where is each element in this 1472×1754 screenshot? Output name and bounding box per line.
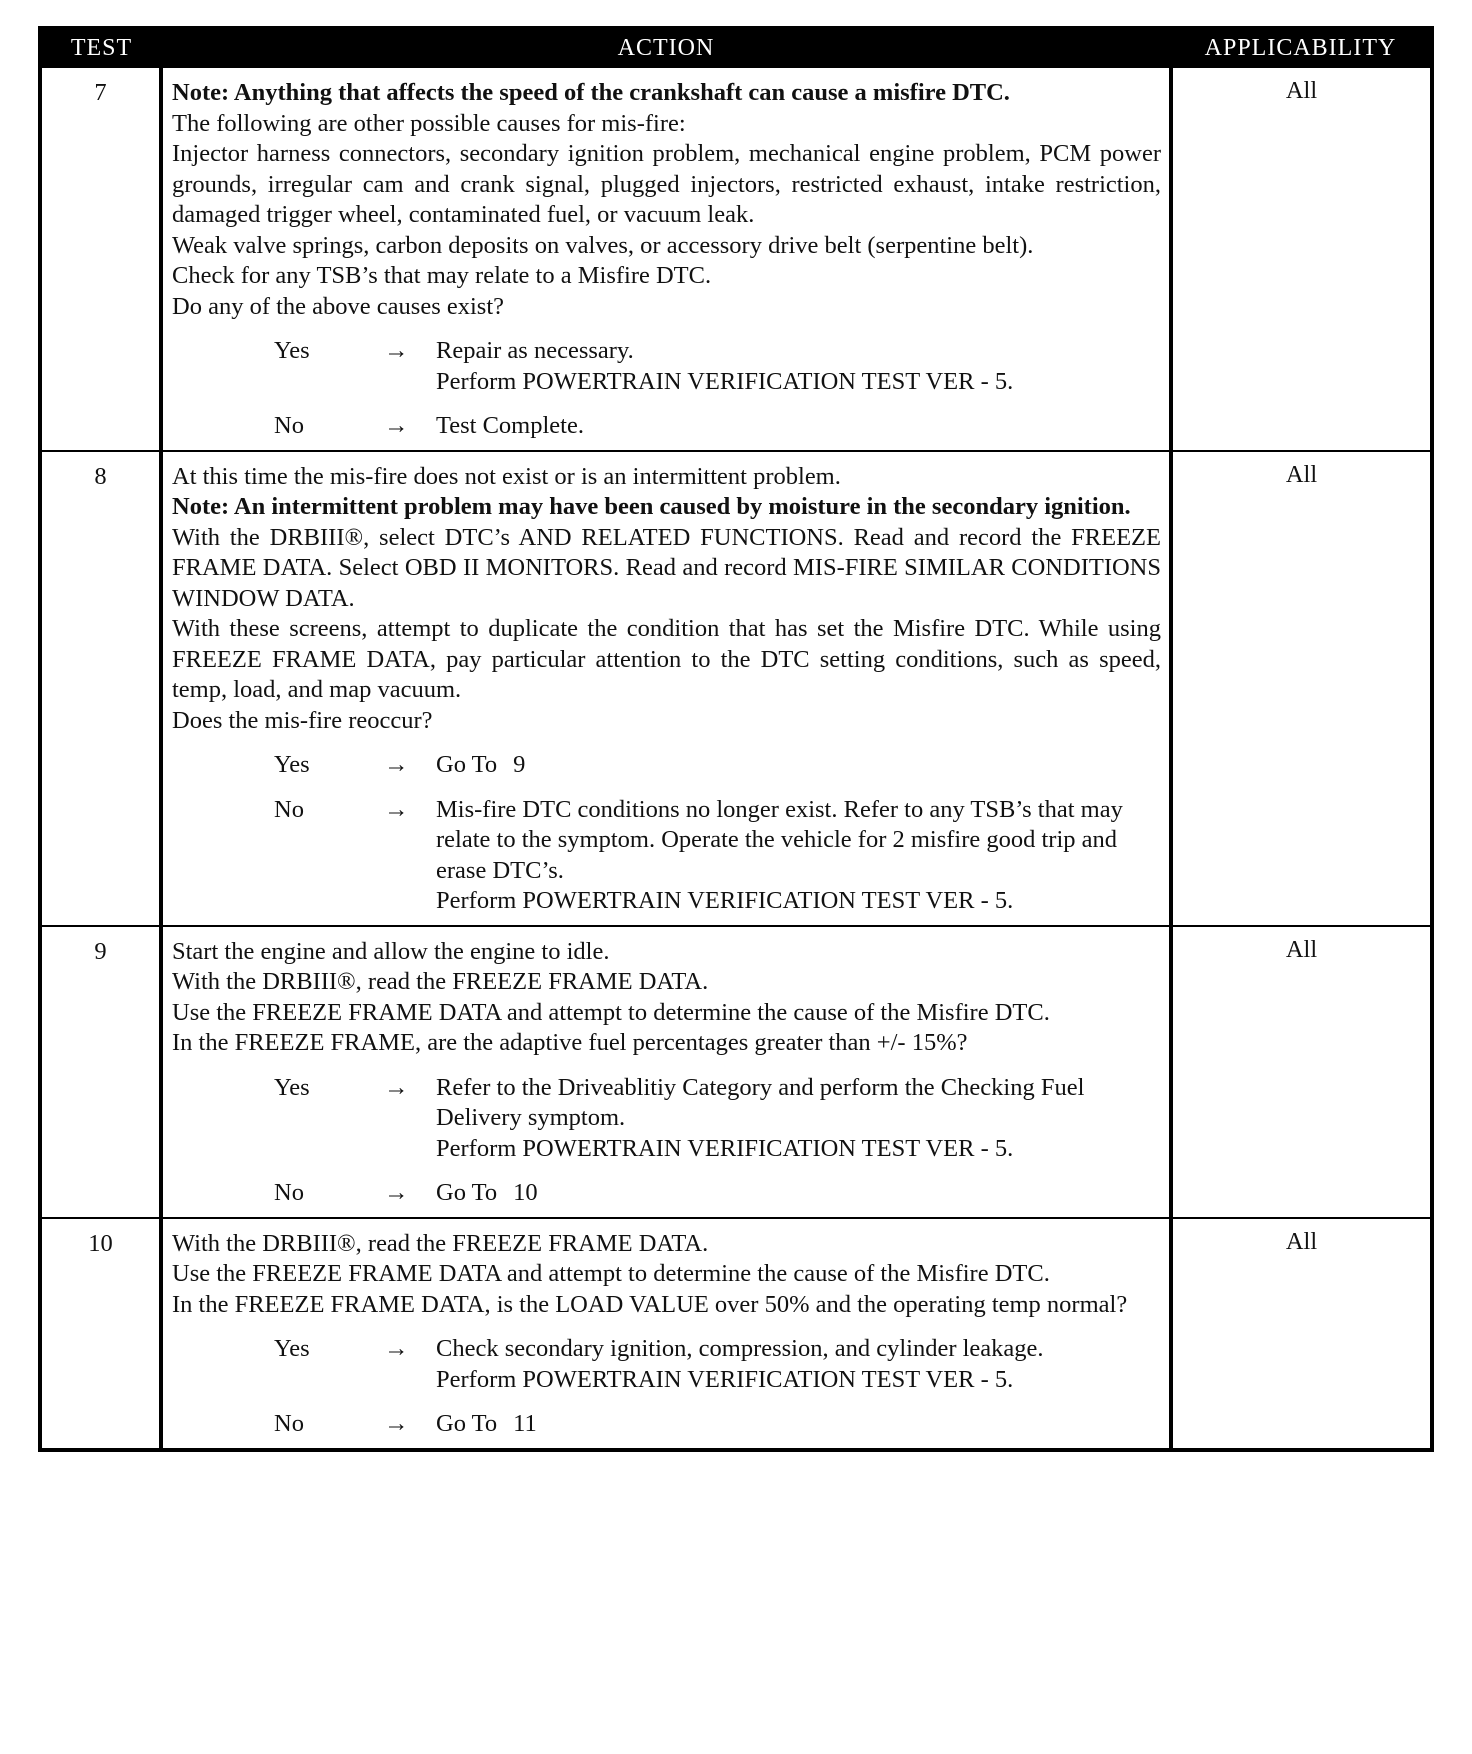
applicability-cell: All — [1171, 926, 1432, 1218]
action-line: Weak valve springs, carbon deposits on valves, or accessory drive belt (serpentine belt). — [172, 231, 1034, 259]
action-line: With the DRBIII®, read the FREEZE FRAME DATA. — [172, 1229, 709, 1257]
action-line: At this time the mis-fire does not exist or is an intermittent problem. — [172, 462, 841, 490]
column-header-action: ACTION — [161, 28, 1171, 67]
response-label: No — [274, 1179, 304, 1206]
action-instructions — [172, 1229, 1161, 1321]
action-note: Note: Anything that affects the speed of the crankshaft can cause a misfire DTC. — [172, 79, 1010, 106]
response-instructions — [436, 1073, 1161, 1165]
action-line: Start the engine and allow the engine to idle. — [172, 937, 610, 965]
response-line: Perform POWERTRAIN VERIFICATION TEST VER - 5. — [436, 1134, 1014, 1162]
right-arrow-icon: → — [384, 1179, 409, 1206]
response-instructions — [436, 336, 1161, 397]
right-arrow-icon: → — [384, 337, 409, 364]
response-line: Perform POWERTRAIN VERIFICATION TEST VER - 5. — [436, 887, 1014, 914]
action-cell — [161, 1218, 1171, 1450]
action-instructions — [172, 78, 1161, 322]
action-line: Use the FREEZE FRAME DATA and attempt to determine the cause of the Misfire DTC. — [172, 998, 1050, 1026]
action-line: With these screens, attempt to duplicate the condition that has set the Misfire DTC. While using FREEZE FRAME DATA, pay particular attention to the DTC setting conditions, such as speed, temp, load, and map vacuum. — [172, 615, 1161, 703]
action-line: With the DRBIII®, select DTC’s AND RELATED FUNCTIONS. Read and record the FREEZE FRAME DATA. Select OBD II MONITORS. Read and record MIS-FIRE SIMILAR CONDITIONS WINDOW DATA. — [172, 523, 1161, 612]
response-line: Mis-fire DTC conditions no longer exist. Refer to any TSB’s that may relate to the symptom. Operate the vehicle for 2 misfire good trip and erase DTC’s. — [436, 795, 1123, 884]
response-no — [172, 1178, 1161, 1209]
response-instructions — [436, 1334, 1161, 1395]
action-cell — [161, 926, 1171, 1218]
response-instructions — [436, 411, 1161, 442]
applicability-cell: All — [1171, 67, 1432, 451]
right-arrow-icon: → — [384, 1410, 409, 1437]
response-label: Yes — [274, 751, 310, 778]
response-no — [172, 1409, 1161, 1440]
response-instructions — [436, 750, 1161, 781]
response-line: Check secondary ignition, compression, and cylinder leakage. — [436, 1335, 1044, 1362]
response-label: Yes — [274, 1335, 310, 1362]
action-line: In the FREEZE FRAME DATA, is the LOAD VALUE over 50% and the operating temp normal? — [172, 1290, 1128, 1318]
table-row — [40, 451, 1432, 926]
response-instructions — [436, 795, 1161, 917]
diagnostic-table-sheet — [38, 26, 1430, 1452]
action-line: Use the FREEZE FRAME DATA and attempt to determine the cause of the Misfire DTC. — [172, 1260, 1050, 1287]
right-arrow-icon: → — [384, 1073, 409, 1101]
column-header-test: TEST — [40, 28, 161, 67]
response-yes — [172, 1334, 1161, 1395]
action-line: In the FREEZE FRAME, are the adaptive fuel percentages greater than +/- 15%? — [172, 1029, 968, 1056]
response-instructions — [436, 1409, 1161, 1440]
applicability-cell: All — [1171, 1218, 1432, 1450]
response-label: No — [274, 1410, 304, 1437]
right-arrow-icon: → — [384, 751, 409, 778]
response-label: No — [274, 795, 304, 823]
response-yes — [172, 336, 1161, 397]
column-header-applicability: APPLICABILITY — [1171, 28, 1432, 67]
action-cell — [161, 67, 1171, 451]
response-label: Yes — [274, 337, 310, 364]
response-line: Perform POWERTRAIN VERIFICATION TEST VER - 5. — [436, 367, 1014, 395]
table-header-row — [40, 28, 1432, 67]
goto-test-number: 9 — [513, 751, 526, 778]
test-number-cell: 7 — [40, 67, 161, 451]
goto-label: Go To — [436, 1179, 498, 1206]
response-label: No — [274, 412, 304, 439]
action-cell — [161, 451, 1171, 926]
action-line: Injector harness connectors, secondary ignition problem, mechanical engine problem, PCM power grounds, irregular cam and crank signal, plugged injectors, restricted exhaust, intake restriction, damaged trigger wheel, contaminated fuel, or vacuum leak. — [172, 140, 1161, 228]
test-number-cell: 8 — [40, 451, 161, 926]
action-instructions — [172, 462, 1161, 737]
action-line: Check for any TSB’s that may relate to a Misfire DTC. — [172, 262, 712, 289]
response-line: Perform POWERTRAIN VERIFICATION TEST VER - 5. — [436, 1365, 1014, 1393]
response-no — [172, 795, 1161, 917]
action-line: Do any of the above causes exist? — [172, 292, 504, 320]
response-label: Yes — [274, 1073, 310, 1101]
table-body — [40, 67, 1432, 1450]
diagnostic-test-table — [38, 26, 1434, 1452]
response-yes — [172, 1073, 1161, 1165]
test-number-cell: 9 — [40, 926, 161, 1218]
response-instructions — [436, 1178, 1161, 1209]
table-row — [40, 1218, 1432, 1450]
goto-test-number: 11 — [513, 1410, 537, 1437]
applicability-cell: All — [1171, 451, 1432, 926]
goto-label: Go To — [436, 1410, 498, 1437]
response-line: Repair as necessary. — [436, 337, 634, 364]
table-row — [40, 926, 1432, 1218]
goto-test-number: 10 — [513, 1179, 538, 1206]
action-instructions — [172, 937, 1161, 1059]
right-arrow-icon: → — [384, 412, 409, 439]
action-note: Note: An intermittent problem may have been caused by moisture in the secondary ignition. — [172, 493, 1131, 520]
response-yes — [172, 750, 1161, 781]
response-no — [172, 411, 1161, 442]
response-line: Test Complete. — [436, 412, 584, 439]
table-row — [40, 67, 1432, 451]
action-line: With the DRBIII®, read the FREEZE FRAME DATA. — [172, 968, 709, 995]
right-arrow-icon: → — [384, 795, 409, 823]
action-line: Does the mis-fire reoccur? — [172, 706, 433, 734]
test-number-cell: 10 — [40, 1218, 161, 1450]
goto-label: Go To — [436, 751, 498, 778]
right-arrow-icon: → — [384, 1335, 409, 1362]
response-line: Refer to the Driveablitiy Category and perform the Checking Fuel Delivery symptom. — [436, 1073, 1085, 1131]
action-line: The following are other possible causes for mis-fire: — [172, 109, 686, 137]
